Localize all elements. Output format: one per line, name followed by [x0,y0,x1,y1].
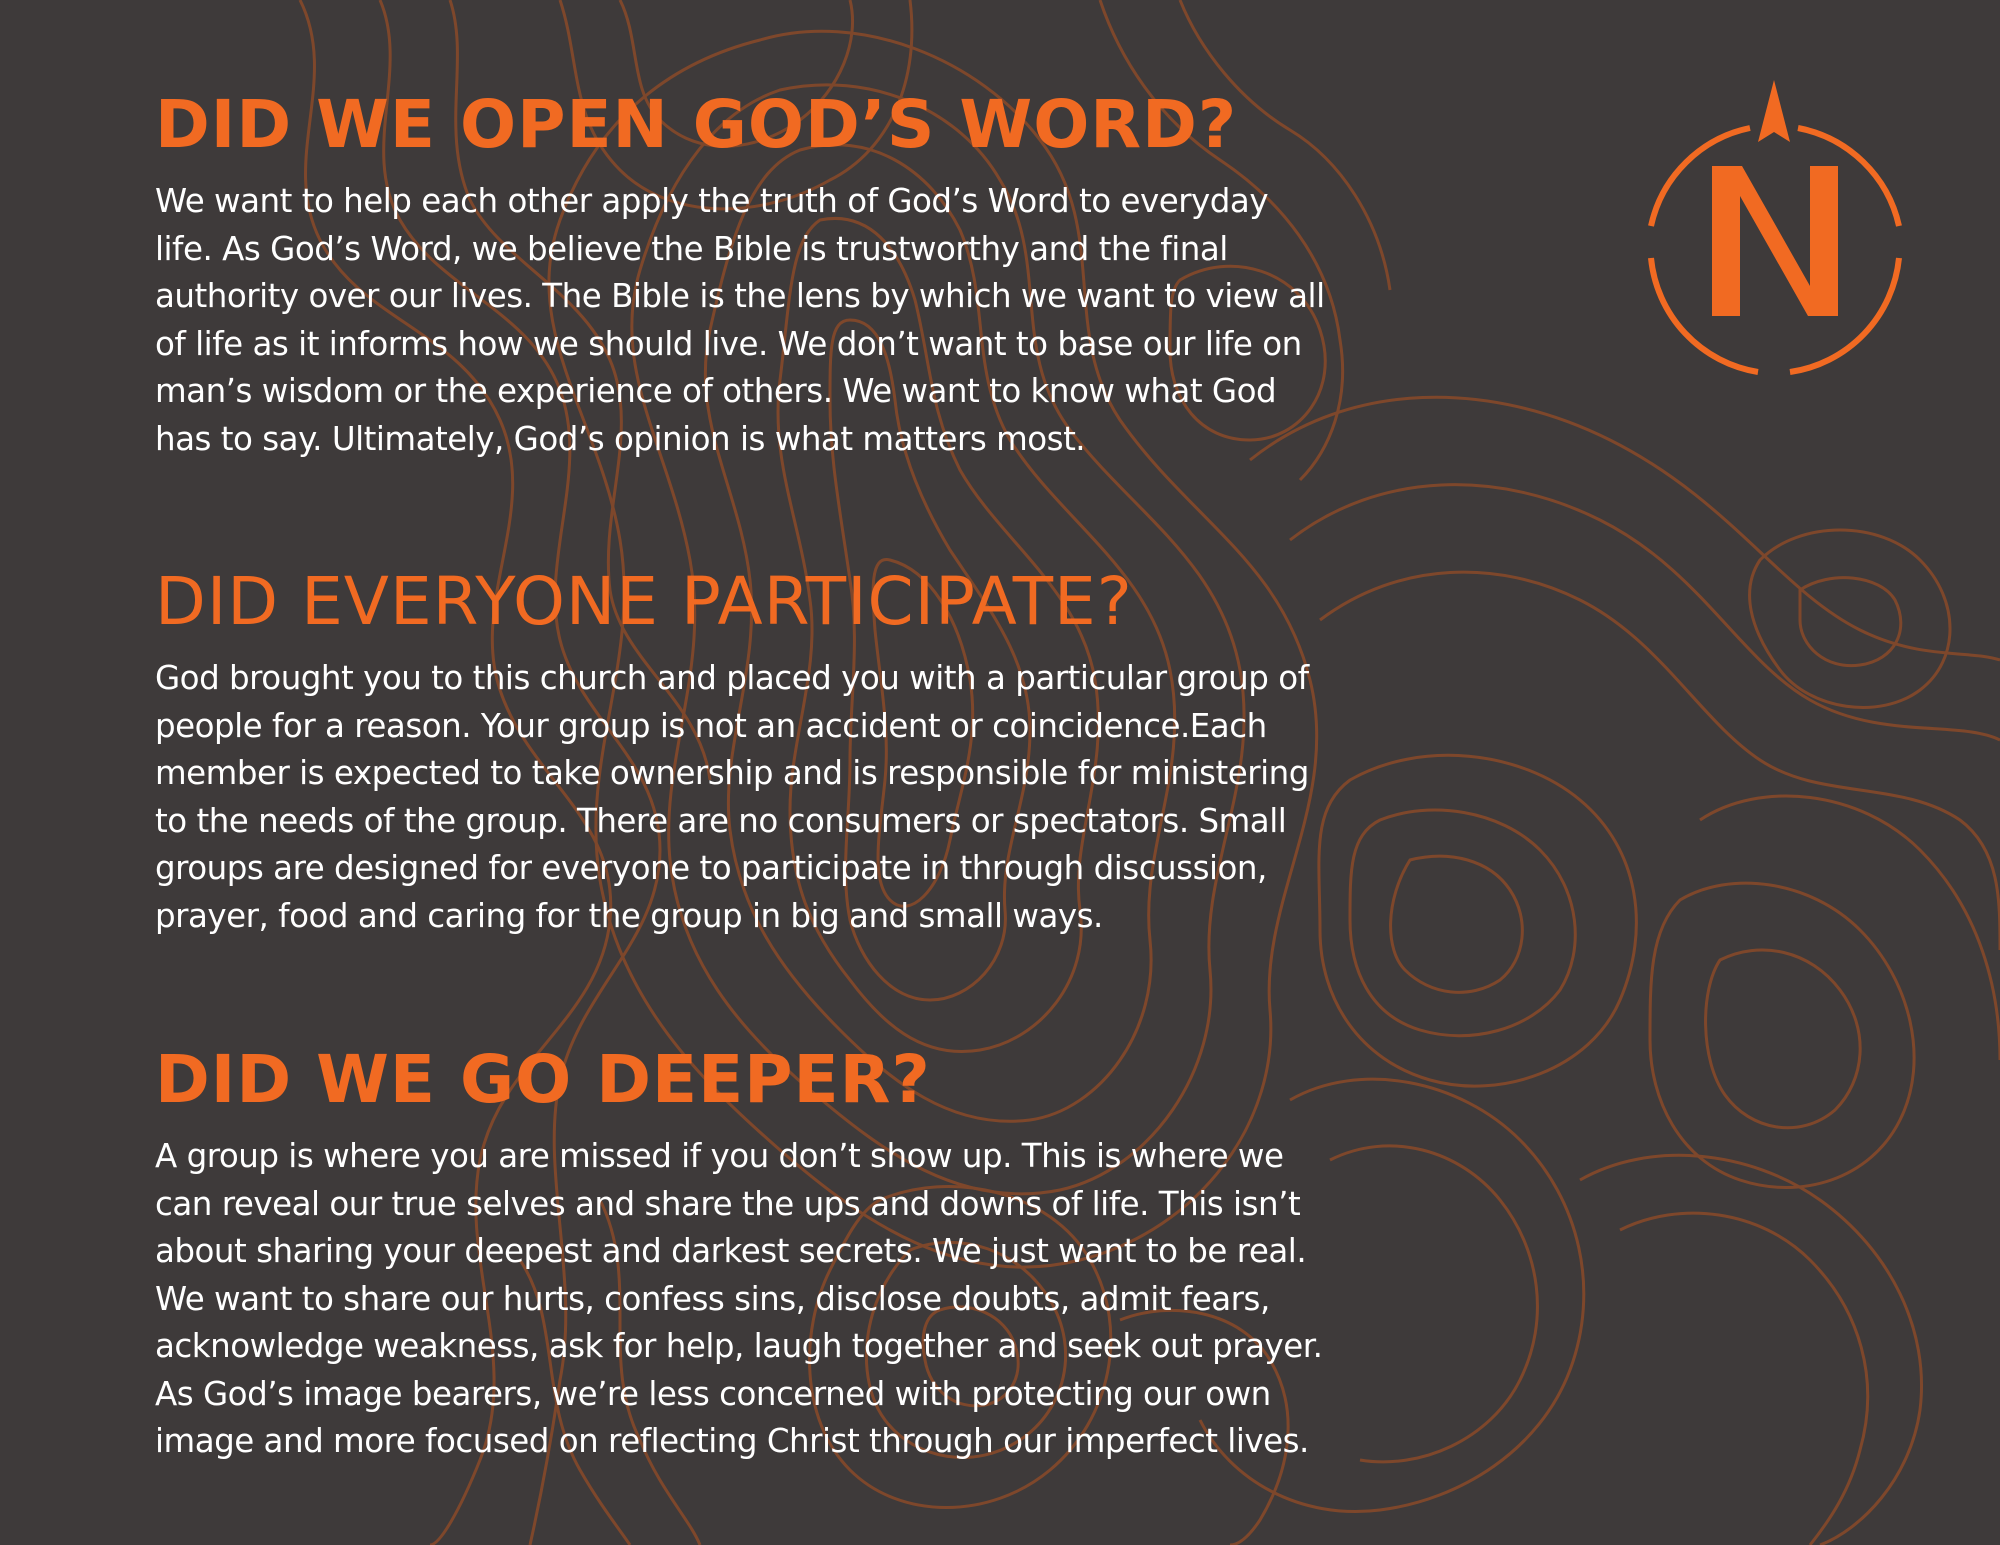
section-heading: DID EVERYONE PARTICIPATE? [155,563,1133,640]
section-body: A group is where you are missed if you don’t show up. This is where we can reveal our true selves and share the ups and downs of life. This isn’t about sharing your deepest and darkest secrets. We just want to be real. We want to share our hurts, confess sins, disclose doubts, admit fears, acknowledge weakness, ask for help, laugh together and seek out prayer. As God’s image bearers, we’re less concerned with protecting our own image and more focused on reflecting Christ through our imperfect lives. [155,1137,1323,1460]
compass-logo [1640,80,1920,380]
compass-n-icon [1651,80,1899,372]
section-body: We want to help each other apply the truth of God’s Word to everyday life. As God’s Word, we believe the Bible is trustworthy and the final authority over our lives. The Bible is the lens by which we want to view all of life as it informs how we should live. We don’t want to base our life on man’s wisdom or the experience of others. We want to know what God has to say. Ultimately, God’s opinion is what matters most. [155,182,1325,458]
section-open-gods-word [155,80,1525,463]
section-body: God brought you to this church and placed you with a particular group of people for a reason. Your group is not an accident or coincidence.Each member is expected to take ownership and is responsible for ministering to the needs of the group. There are no consumers or spectators. Small groups are designed for everyone to participate in through discussion, prayer, food and caring for the group in big and small ways. [155,659,1309,935]
section-everyone-participate [155,557,1525,940]
section-heading: DID WE GO DEEPER? [155,1041,931,1118]
section-heading: DID WE OPEN GOD’S WORD? [155,86,1238,163]
section-go-deeper [155,1035,1525,1466]
